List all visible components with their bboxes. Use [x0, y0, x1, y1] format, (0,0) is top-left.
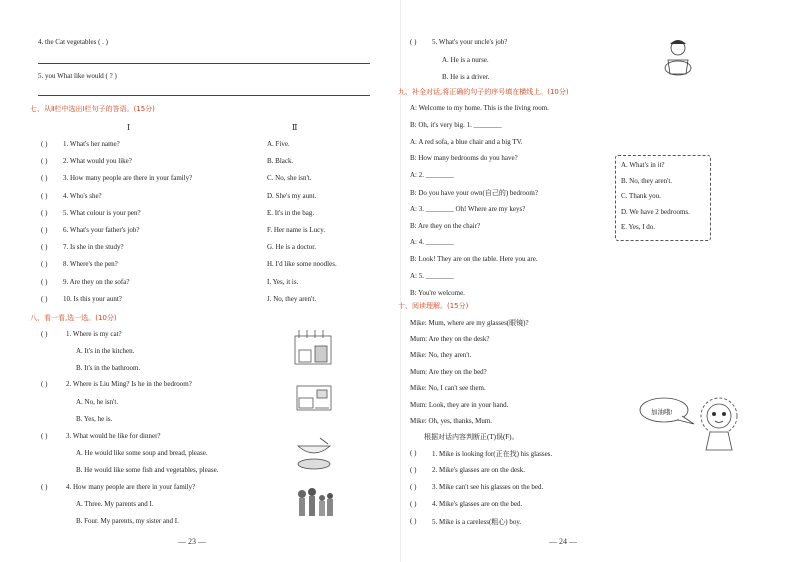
family-picture [294, 484, 336, 524]
option-b: B. It's in the bathroom. [76, 364, 141, 372]
answer-paren[interactable]: ( ) [41, 294, 48, 303]
answer-paren[interactable]: ( ) [410, 38, 417, 46]
question-text: 6. What's your father's job? [63, 226, 140, 234]
statement-text: 2. Mike's glasses are on the desk. [432, 466, 526, 474]
page-fold [400, 0, 401, 562]
dialogue-line: B: Look! They are on the table. Here you are. [410, 255, 538, 264]
reading-line: Mum: Are they on the bed? [410, 367, 487, 376]
option-text: D. We have 2 bedrooms. [621, 207, 690, 216]
question-text: 5. What colour is your pen? [63, 208, 141, 217]
option-a: A. It's in the kitchen. [76, 347, 135, 355]
answer-option: H. I'd like some noodles. [267, 260, 337, 269]
answer-paren[interactable]: ( ) [41, 208, 48, 217]
section-8-title: 八、看一看,选一选。(10分) [30, 314, 117, 322]
answer-paren[interactable]: ( ) [41, 260, 48, 269]
answer-paren[interactable]: ( ) [41, 243, 48, 252]
dialogue-line: B: How many bedrooms do you have? [410, 154, 518, 163]
section-9-title: 九、补全对话,将正确的句子的序号填在横线上。(10分) [398, 88, 569, 96]
dialogue-line: A: Welcome to my home. This is the living room. [410, 104, 549, 112]
dialogue-line: A: 4. ________ [410, 238, 454, 247]
bubble-text: 加油哦! [651, 409, 673, 416]
dialogue-line: B: Are they on the chair? [410, 221, 481, 230]
question-text: 4. How many people are there in your family? [66, 483, 196, 491]
food-picture [294, 434, 334, 472]
option-b: B. He is a driver. [442, 73, 490, 81]
statement-text: 1. Mike is looking for(正在找) his glasses. [432, 450, 553, 458]
girl-cartoon-picture [692, 392, 746, 454]
question-text: 4. Who's she? [63, 191, 102, 200]
question-text: 1. Where is my cat? [66, 330, 122, 338]
scramble-item-4: 4. the Cat vegetables ( . ) [38, 38, 108, 46]
answer-option: I. Yes, it is. [267, 277, 299, 286]
answer-line [38, 95, 370, 96]
option-text: A. What's in it? [621, 161, 665, 169]
dialogue-line: A: A red sofa, a blue chair and a big TV. [410, 137, 523, 146]
reading-line: Mike: No, I can't see them. [410, 384, 486, 392]
option-text: B. No, they aren't. [621, 176, 673, 185]
option-text: E. Yes, I do. [621, 223, 656, 231]
answer-paren[interactable]: ( ) [41, 380, 48, 388]
answer-option: D. She's my aunt. [267, 191, 317, 200]
driver-picture [660, 38, 696, 78]
statement-text: 5. Mike is a careless(粗心) boy. [432, 518, 522, 526]
question-text: 1. What's her name? [63, 140, 120, 148]
answer-paren[interactable]: ( ) [41, 330, 48, 338]
answer-paren[interactable]: ( ) [41, 157, 48, 166]
option-b: B. Four. My parents, my sister and I. [76, 517, 179, 525]
statement-text: 3. Mike can't see his glasses on the bed. [432, 483, 544, 491]
question-text: 8. Where's the pen? [63, 260, 118, 269]
question-text: 9. Are they on the sofa? [63, 277, 130, 286]
answer-paren[interactable]: ( ) [41, 226, 48, 234]
option-a: A. He is a nurse. [442, 56, 489, 64]
answer-option: B. Black. [267, 157, 294, 166]
reading-line: Mike: Mum, where are my glasses(眼镜)? [410, 319, 529, 327]
option-a: A. No, he isn't. [76, 398, 119, 406]
answer-option: E. It's in the bag. [267, 208, 315, 217]
dialogue-line: A: 3. ________ Oh! Where are my keys? [410, 204, 526, 213]
page-number-right: — 24 — [549, 537, 577, 546]
answer-option: G. He is a doctor. [267, 243, 316, 252]
section-7-title: 七、从Ⅱ栏中选出Ⅰ栏句子的答语。(15分) [30, 105, 155, 113]
answer-paren[interactable]: ( ) [410, 517, 417, 525]
answer-paren[interactable]: ( ) [410, 483, 417, 491]
question-text: 2. Where is Liu Ming? Is he in the bedroom? [66, 380, 192, 388]
dialogue-line: B: Oh, it's very big. 1. ________ [410, 120, 502, 129]
column-1-header: Ⅰ [127, 123, 131, 132]
scramble-item-5: 5. you What like would ( ? ) [38, 72, 117, 80]
answer-line [38, 63, 370, 64]
option-b: B. Yes, he is. [76, 415, 113, 423]
reading-line: Mike: Oh, yes, thanks, Mum. [410, 417, 493, 425]
statement-text: 4. Mike's glasses are on the bed. [432, 500, 523, 508]
reading-line: Mike: No, they aren't. [410, 351, 472, 359]
answer-option: A. Five. [267, 140, 290, 148]
answer-paren[interactable]: ( ) [410, 449, 417, 457]
dialogue-line: A: 5. ________ [410, 272, 454, 280]
question-text: 5. What's your uncle's job? [432, 38, 508, 46]
option-a: A. He would like some soup and bread, please. [76, 449, 208, 457]
answer-paren[interactable]: ( ) [41, 277, 48, 286]
dialogue-line: B: Do you have your own(自己的) bedroom? [410, 189, 538, 197]
question-text: 3. How many people are there in your family? [63, 174, 193, 183]
answer-paren[interactable]: ( ) [41, 483, 48, 491]
page-number-left: — 23 — [178, 537, 206, 546]
answer-paren[interactable]: ( ) [410, 500, 417, 508]
answer-paren[interactable]: ( ) [41, 174, 48, 183]
answer-paren[interactable]: ( ) [410, 466, 417, 474]
answer-option: C. No, she isn't. [267, 174, 312, 183]
column-2-header: Ⅱ [292, 123, 298, 132]
answer-paren[interactable]: ( ) [41, 191, 48, 200]
answer-option: J. No, they aren't. [267, 294, 317, 303]
question-text: 2. What would you like? [63, 157, 132, 166]
dialogue-line: B: You're welcome. [410, 288, 465, 297]
section-10-title: 十、阅读理解。(15分) [398, 302, 469, 310]
answer-paren[interactable]: ( ) [41, 432, 48, 440]
question-text: 10. Is this your aunt? [63, 294, 122, 303]
question-text: 3. What would he like for dinner? [66, 432, 161, 440]
answer-option: F. Her name is Lucy. [267, 226, 326, 234]
option-b: B. He would like some fish and vegetables, please. [76, 466, 219, 474]
option-a: A. Three. My parents and I. [76, 500, 154, 508]
reading-line: Mum: Look, they are in your hand. [410, 400, 509, 409]
question-text: 7. Is she in the study? [63, 243, 124, 252]
instruction-text: 根据对话内容判断正(T)误(F)。 [424, 433, 519, 441]
option-text: C. Thank you. [621, 192, 661, 200]
bedroom-picture [295, 382, 333, 412]
answer-paren[interactable]: ( ) [41, 140, 48, 148]
kitchen-picture [293, 328, 333, 368]
dialogue-line: A: 2. ________ [410, 171, 454, 180]
reading-line: Mum: Are they on the desk? [410, 334, 490, 343]
